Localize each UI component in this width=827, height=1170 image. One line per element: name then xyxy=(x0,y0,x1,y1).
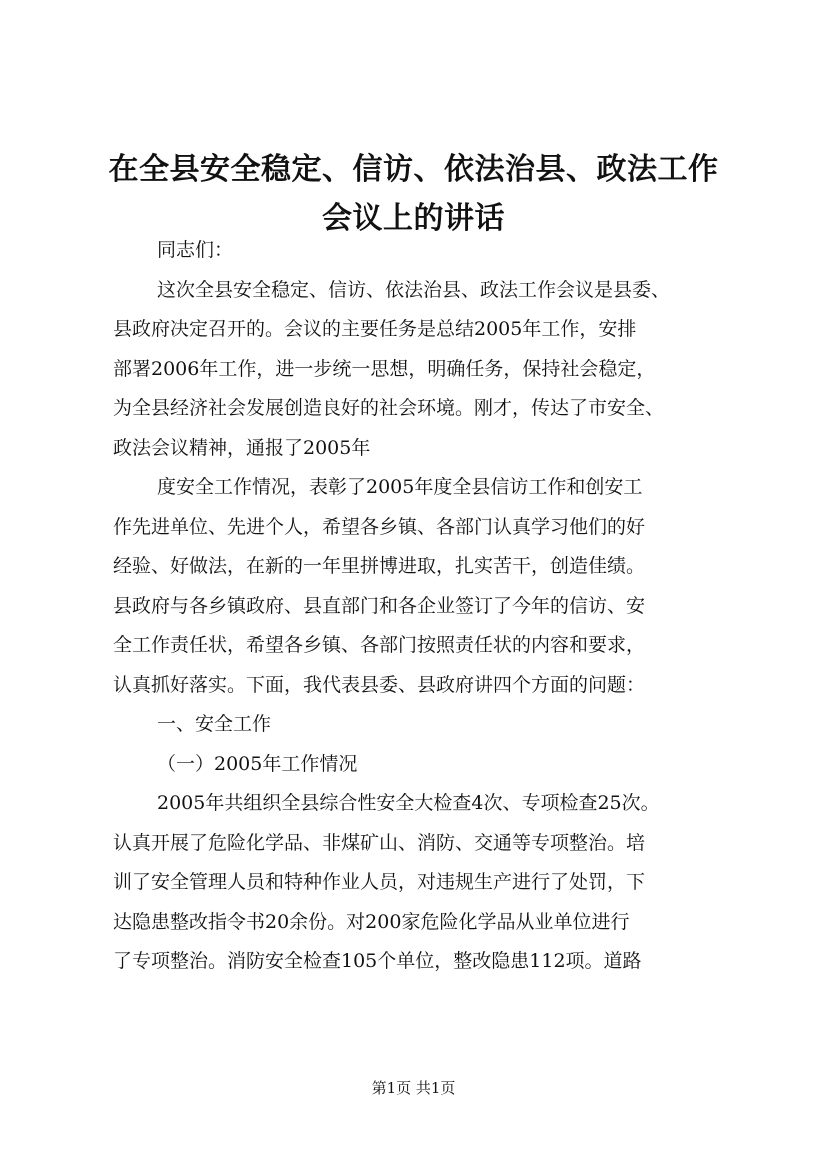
title-line-2: 会议上的讲话 xyxy=(322,201,505,236)
subsection-heading: （一）2005年工作情况 xyxy=(157,752,358,775)
body-line: 认真抓好落实。下面，我代表县委、县政府讲四个方面的问题： xyxy=(113,673,646,696)
body-line: 2005年共组织全县综合性安全大检查4次、专项检查25次。 xyxy=(157,792,660,814)
document-title xyxy=(90,145,737,243)
section-heading: 一、安全工作 xyxy=(157,713,272,735)
body-line: 县政府决定召开的。会议的主要任务是总结2005年工作，安排 xyxy=(113,318,637,340)
body-line: 达隐患整改指令书20余份。对200家危险化学品从业单位进行 xyxy=(113,910,630,933)
body-line: 经验、好做法，在新的一年里拼博进取，扎实苦干，创造佳绩。 xyxy=(113,555,646,577)
body-line: 训了安全管理人员和特种作业人员，对违规生产进行了处罚，下 xyxy=(113,871,646,893)
body-line: 政法会议精神，通报了2005年 xyxy=(113,436,371,459)
body-line: 度安全工作情况，表彰了2005年度全县信访工作和创安工 xyxy=(157,476,643,498)
document-body xyxy=(113,231,735,982)
body-line: 全工作责任状，希望各乡镇、各部门按照责任状的内容和要求， xyxy=(113,634,646,656)
title-line-1: 在全县安全稳定、信访、依法治县、政法工作 xyxy=(108,152,719,187)
salutation: 同志们： xyxy=(157,239,234,261)
body-line: 为全县经济社会发展创造良好的社会环境。刚才，传达了市安全、 xyxy=(113,397,665,419)
body-line: 作先进单位、先进个人，希望各乡镇、各部门认真学习他们的好 xyxy=(113,515,646,538)
body-line: 部署2006年工作，进一步统一思想，明确任务，保持社会稳定， xyxy=(113,357,656,380)
page-footer: 第1页 共1页 xyxy=(371,1079,456,1097)
body-line: 这次全县安全稳定、信访、依法治县、政法工作会议是县委、 xyxy=(157,278,671,301)
body-line: 认真开展了危险化学品、非煤矿山、消防、交通等专项整治。培 xyxy=(113,831,646,854)
body-line: 了专项整治。消防安全检查105个单位，整改隐患112项。道路 xyxy=(113,950,642,972)
body-line: 县政府与各乡镇政府、县直部门和各企业签订了今年的信访、安 xyxy=(113,594,646,617)
